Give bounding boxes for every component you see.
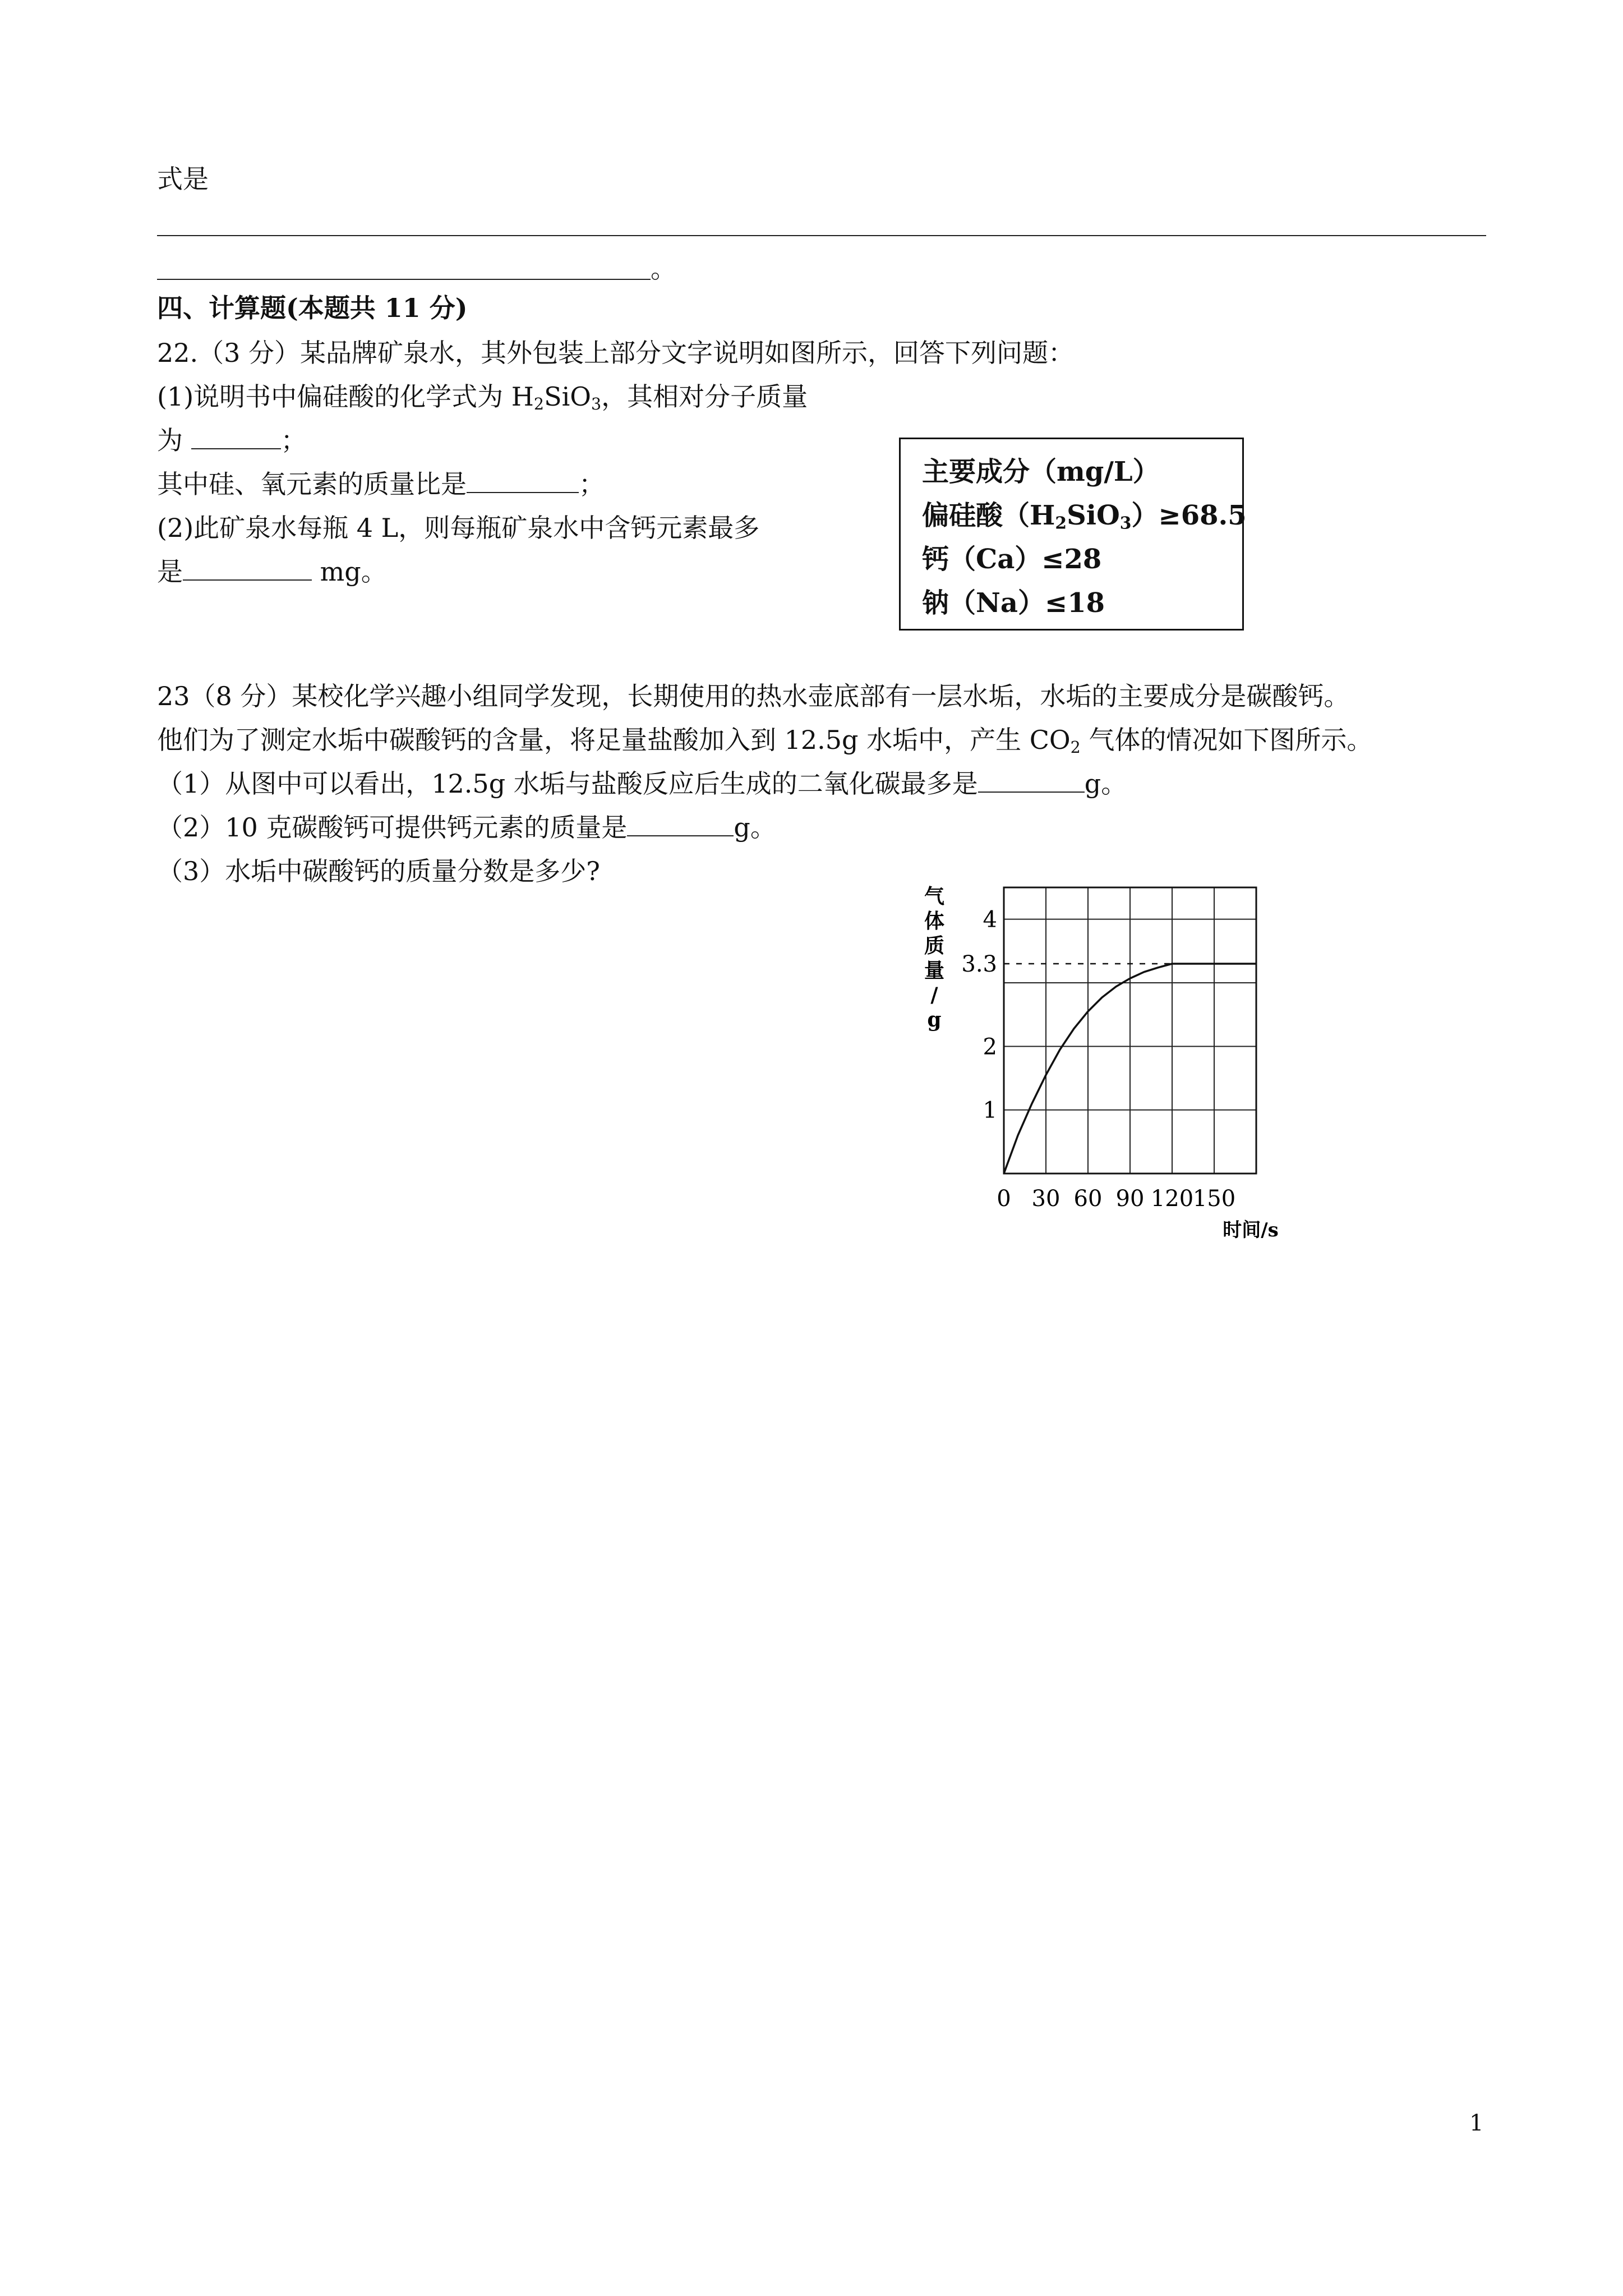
x-tick-label: 60 — [1073, 1186, 1103, 1212]
info-row1-a: 偏硅酸（H — [922, 500, 1055, 531]
q23-part1-text: （1）从图中可以看出，12.5g 水垢与盐酸反应后生成的二氧化碳最多是 — [157, 769, 978, 799]
q23-part2-text: （2）10 克碳酸钙可提供钙元素的质量是 — [157, 812, 628, 843]
q23-part2 — [157, 812, 776, 843]
q22-calcium-blank[interactable] — [183, 579, 312, 581]
q22-part1-sub1: 2 — [533, 395, 545, 414]
q23-part1-unit: g。 — [1084, 769, 1127, 799]
q22-part2-line2 — [157, 556, 387, 587]
y-tick-label: 4 — [983, 907, 997, 933]
info-row1-b: SiO — [1067, 500, 1120, 531]
mineral-water-label-box — [899, 438, 1247, 631]
y-axis-label-char: 质 — [924, 934, 945, 958]
section-heading: 四、计算题(本题共 11 分) — [157, 293, 468, 323]
q22-part1-line2 — [157, 427, 307, 453]
x-tick-label: 150 — [1192, 1186, 1236, 1212]
q22-part1-sub2: 3 — [591, 395, 602, 414]
q22-part1-line3 — [157, 471, 605, 497]
info-box-row-calcium: 钙（Ca）≤28 — [922, 544, 1102, 575]
y-tick-label: 3.3 — [961, 951, 997, 977]
chart-svg — [920, 881, 1279, 1241]
y-axis-label-char: 量 — [924, 959, 945, 982]
page-number: 1 — [1469, 2110, 1484, 2136]
info-row1-c: ）≥68.5 — [1131, 500, 1247, 531]
q22-part1-text-b: SiO — [544, 381, 591, 412]
x-tick-label: 90 — [1115, 1186, 1145, 1212]
q23-stem-line1: 23（8 分）某校化学兴趣小组同学发现，长期使用的热水壶底部有一层水垢，水垢的主要成分是碳酸钙。 — [157, 681, 1350, 711]
q22-part1-text-c: ，其相对分子质量 — [601, 381, 808, 412]
q22-ratio-end: ； — [579, 469, 605, 499]
q23-co2-blank[interactable] — [978, 791, 1085, 793]
x-axis-label: 时间/s — [1223, 1219, 1279, 1241]
q22-part2-unit: mg。 — [312, 556, 387, 587]
prev-answer-label: 式是 — [157, 164, 209, 194]
q23-stem-line2 — [157, 725, 1373, 757]
answer-line-full — [157, 235, 1486, 236]
x-tick-label: 30 — [1031, 1186, 1061, 1212]
q22-line2-label: 为 — [157, 425, 191, 455]
q22-part1-line1 — [157, 381, 808, 414]
q23-stem2-b: 气体的情况如下图所示。 — [1080, 725, 1373, 755]
co2-mass-chart — [920, 881, 1279, 1241]
q23-calcium-blank[interactable] — [627, 835, 734, 836]
q23-part1 — [157, 771, 1127, 797]
q22-ratio-blank[interactable] — [467, 491, 579, 493]
info-row1-sub1: 2 — [1055, 513, 1067, 533]
y-tick-label: 1 — [983, 1097, 997, 1124]
info-box-title: 主要成分（mg/L） — [922, 456, 1160, 487]
x-tick-label: 0 — [997, 1186, 1011, 1212]
q22-part2-label: 是 — [157, 556, 183, 587]
answer-line-short — [157, 279, 651, 280]
q22-part1-text-a: (1)说明书中偏硅酸的化学式为 H — [157, 381, 534, 412]
q22-line2-end: ； — [280, 425, 307, 455]
y-axis-label-char: 体 — [924, 909, 945, 933]
q22-ratio-label: 其中硅、氧元素的质量比是 — [157, 469, 467, 499]
q23-part2-unit: g。 — [734, 812, 776, 843]
info-box-row-sodium: 钠（Na）≤18 — [922, 587, 1105, 619]
q22-molar-mass-blank[interactable] — [191, 448, 281, 449]
y-axis-label-char: / — [930, 983, 938, 1007]
x-tick-label: 120 — [1150, 1186, 1194, 1212]
q22-stem: 22.（3 分）某品牌矿泉水，其外包装上部分文字说明如图所示，回答下列问题： — [157, 338, 1075, 368]
q23-stem2-sub: 2 — [1070, 738, 1081, 757]
info-box-row-silicic — [922, 500, 1247, 533]
q23-stem2-a: 他们为了测定水垢中碳酸钙的含量，将足量盐酸加入到 12.5g 水垢中，产生 CO — [157, 725, 1071, 755]
answer-period: 。 — [651, 254, 676, 284]
info-row1-sub2: 3 — [1119, 513, 1132, 533]
y-axis-label-char: g — [927, 1008, 942, 1032]
y-axis-label-char: 气 — [924, 885, 945, 908]
y-tick-label: 2 — [983, 1034, 997, 1060]
q23-part3: （3）水垢中碳酸钙的质量分数是多少? — [157, 856, 600, 886]
q22-part2-line1: (2)此矿泉水每瓶 4 L，则每瓶矿泉水中含钙元素最多 — [157, 513, 760, 543]
